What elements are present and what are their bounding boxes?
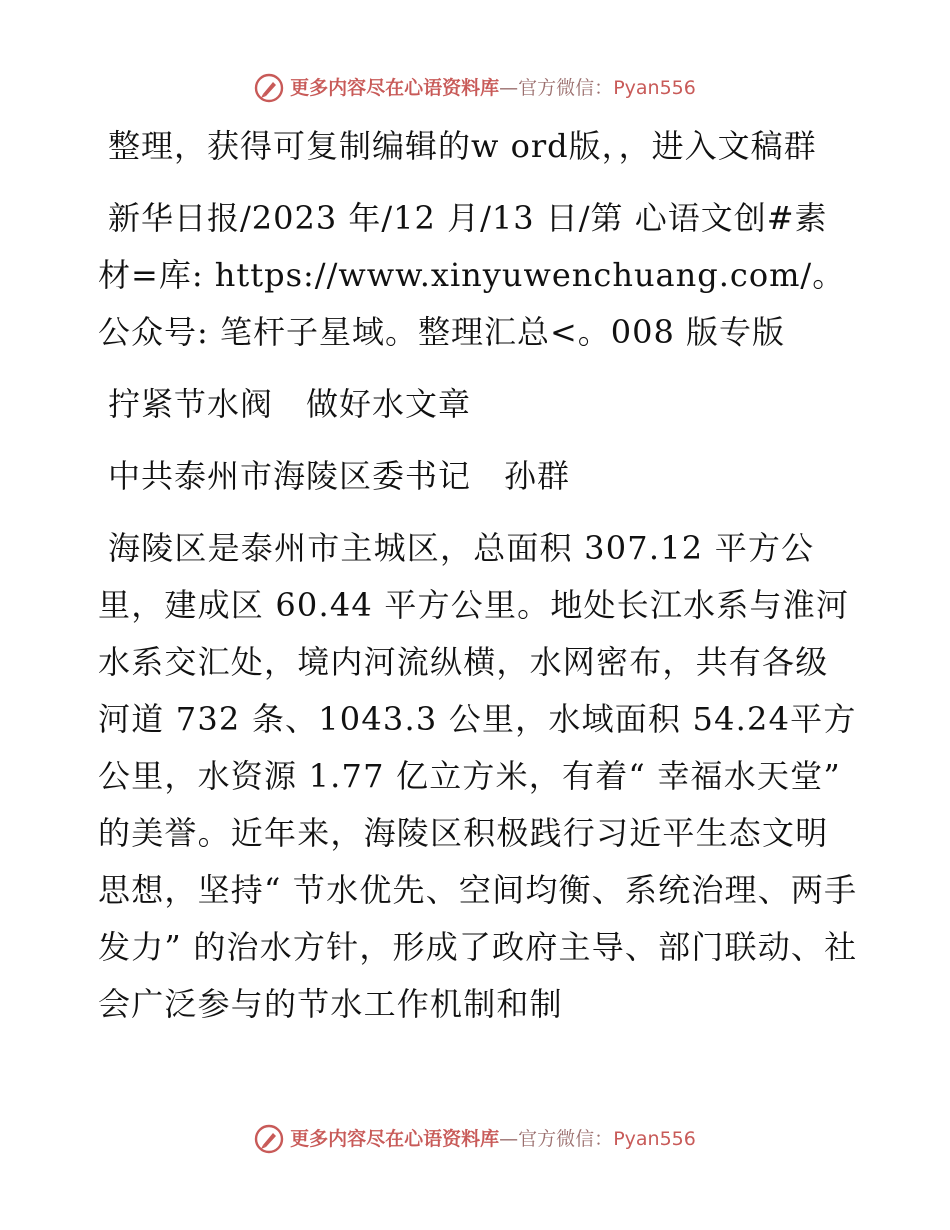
header-separator: —: [499, 77, 519, 99]
document-content: [98, 118, 858, 1048]
footer-slogan: 更多内容尽在心语资料库: [290, 1128, 500, 1150]
header-contact-id: Pyan556: [613, 77, 696, 99]
header-contact-label: 官方微信：: [518, 77, 614, 99]
footer-separator: —: [499, 1128, 519, 1150]
pen-circle-logo-icon: [254, 1124, 284, 1154]
page-footer-watermark: [0, 1124, 950, 1154]
footer-contact-id: Pyan556: [613, 1128, 696, 1150]
intro-paragraph: 整理，获得可复制编辑的w ord版，，进入文稿群: [108, 127, 817, 165]
article-body: 海陵区是泰州市主城区，总面积 307.12 平方公里，建成区 60.44 平方公里。地处长江水系与淮河水系交汇处，境内河流纵横，水网密布，共有各级河道 732 条、1043.3 公里，水域面积 54.24平方公里，水资源 1.77 亿立方米，有着“ 幸福水天堂” 的美誉。近年来，海陵区积极践行习近平生态文明思想，坚持“ 节水优先、空间均衡、系统治理、两手发力” 的治水方针，形成了政府主导、部门联动、社会广泛参与的节水工作机制和制: [98, 529, 858, 1023]
pen-circle-logo-icon: [254, 73, 284, 103]
source-paragraph: 新华日报/2023 年/12 月/13 日/第 心语文创#素材=库: https://www.xinyuwenchuang.com/。公众号: 笔杆子星域。整理汇总<。008 版专版: [98, 199, 846, 351]
page-header-watermark: [0, 73, 950, 103]
header-slogan: 更多内容尽在心语资料库: [290, 77, 500, 99]
footer-contact-label: 官方微信：: [518, 1128, 614, 1150]
article-title: 拧紧节水阀 做好水文章: [108, 385, 472, 423]
article-author: 中共泰州市海陵区委书记 孙群: [108, 457, 571, 495]
